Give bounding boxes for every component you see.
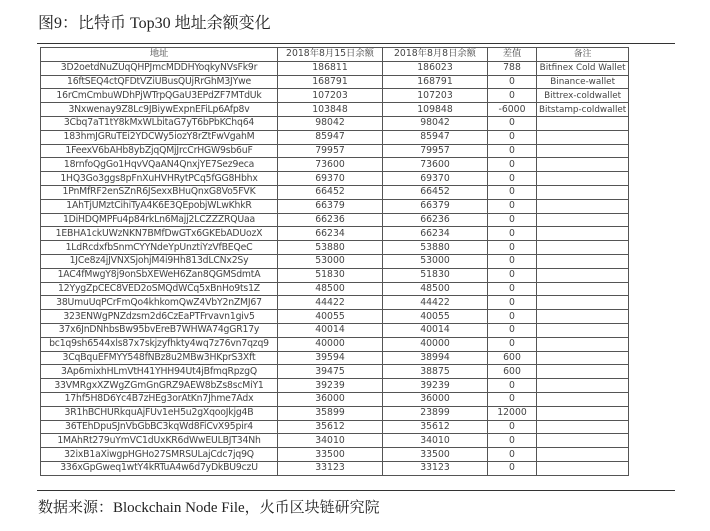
cell-balance-aug8: 66234 [383,227,488,241]
cell-difference: 0 [488,158,537,172]
bottom-divider [37,490,675,491]
cell-address: 3Ap6mixhHLmVtH41YHH94Ut4jBfmqRpzgQ [41,365,278,379]
table-row [41,213,629,227]
cell-balance-aug8: 186023 [383,61,488,75]
cell-remark [537,420,629,434]
table-row [41,392,629,406]
cell-remark [537,116,629,130]
cell-address: 37x6JnDNhbsBw95bvEreB7WHWA74gGR17y [41,323,278,337]
table-row [41,351,629,365]
cell-difference: 600 [488,351,537,365]
table-row [41,337,629,351]
cell-address: 323ENWgPNZdzsm2d6CzEaPTFrvavn1giv5 [41,310,278,324]
cell-address: 1LdRcdxfbSnmCYYNdeYpUnztiYzVfBEQeC [41,241,278,255]
cell-difference: 788 [488,61,537,75]
table-row [41,61,629,75]
cell-difference: 0 [488,448,537,462]
cell-address: 36TEhDpuSJnVbGbBC3kqWd8FiCvX95pir4 [41,420,278,434]
cell-balance-aug15: 73600 [278,158,383,172]
cell-balance-aug15: 66452 [278,185,383,199]
cell-balance-aug15: 98042 [278,116,383,130]
cell-balance-aug8: 35612 [383,420,488,434]
cell-balance-aug15: 33500 [278,448,383,462]
cell-difference: 0 [488,268,537,282]
cell-balance-aug8: 53000 [383,254,488,268]
cell-remark [537,130,629,144]
cell-remark [537,323,629,337]
cell-address: 1PnMfRF2enSZnR6JSexxBHuQnxG8Vo5FVK [41,185,278,199]
address-balance-table [40,47,629,476]
cell-address: 16rCmCmbuWDhPjWTrpQGaU3EPdZF7MTdUk [41,89,278,103]
cell-address: 18rnfoQgGo1HqvVQaAN4QnxjYE7Sez9eca [41,158,278,172]
cell-address: 1DiHDQMPFu4p84rkLn6Majj2LCZZZRQUaa [41,213,278,227]
cell-difference: 0 [488,420,537,434]
table-row [41,296,629,310]
cell-difference: 0 [488,434,537,448]
cell-balance-aug15: 66234 [278,227,383,241]
table-row [41,75,629,89]
cell-difference: 0 [488,310,537,324]
cell-balance-aug8: 38875 [383,365,488,379]
cell-balance-aug15: 85947 [278,130,383,144]
table-row [41,103,629,117]
cell-difference: 0 [488,75,537,89]
cell-balance-aug15: 51830 [278,268,383,282]
cell-balance-aug15: 168791 [278,75,383,89]
cell-balance-aug15: 36000 [278,392,383,406]
cell-balance-aug8: 40055 [383,310,488,324]
cell-difference: 0 [488,144,537,158]
cell-address: 1MAhRt279uYmVC1dUxKR6dWwEULBJT34Nh [41,434,278,448]
cell-balance-aug8: 44422 [383,296,488,310]
table-body [41,61,629,475]
cell-balance-aug8: 66236 [383,213,488,227]
cell-balance-aug8: 66452 [383,185,488,199]
cell-balance-aug8: 53880 [383,241,488,255]
cell-remark [537,406,629,420]
cell-balance-aug8: 107203 [383,89,488,103]
cell-balance-aug15: 66379 [278,199,383,213]
cell-address: 3Nxwenay9Z8Lc9JBiywExpnEFiLp6Afp8v [41,103,278,117]
cell-remark [537,213,629,227]
cell-balance-aug15: 53880 [278,241,383,255]
cell-remark [537,392,629,406]
cell-remark [537,448,629,462]
cell-balance-aug15: 53000 [278,254,383,268]
table-row [41,365,629,379]
cell-balance-aug8: 66379 [383,199,488,213]
cell-address: 1JCe8z4jJVNXSjohjM4i9Hh813dLCNx2Sy [41,254,278,268]
table-row [41,461,629,475]
cell-address: 1AC4fMwgY8j9onSbXEWeH6Zan8QGMSdmtA [41,268,278,282]
table-row [41,158,629,172]
cell-address: 1AhTjUMztCihiTyA4K6E3QEpobjWLwKhkR [41,199,278,213]
table-row [41,420,629,434]
cell-balance-aug8: 109848 [383,103,488,117]
cell-address: 3Cbq7aT1tY8kMxWLbitaG7yT6bPbKChq64 [41,116,278,130]
cell-balance-aug8: 48500 [383,282,488,296]
cell-remark [537,461,629,475]
cell-balance-aug8: 51830 [383,268,488,282]
source-note: 数据来源：Blockchain Node File，火币区块链研究院 [38,500,380,516]
table-row [41,282,629,296]
cell-balance-aug15: 40000 [278,337,383,351]
table-row [41,199,629,213]
cell-difference: 600 [488,365,537,379]
cell-remark: Bitstamp-coldwallet [537,103,629,117]
cell-balance-aug8: 69370 [383,172,488,186]
cell-balance-aug15: 33123 [278,461,383,475]
cell-balance-aug8: 40000 [383,337,488,351]
cell-difference: 0 [488,172,537,186]
cell-remark [537,337,629,351]
cell-balance-aug15: 48500 [278,282,383,296]
cell-balance-aug8: 98042 [383,116,488,130]
cell-balance-aug15: 44422 [278,296,383,310]
header-remark: 备注 [537,48,629,62]
header-balance-aug15: 2018年8月15日余额 [278,48,383,62]
cell-remark [537,185,629,199]
table-row [41,227,629,241]
cell-address: 16ftSEQ4ctQFDtVZiUBusQUjRrGhM3JYwe [41,75,278,89]
cell-difference: 0 [488,185,537,199]
cell-address: 33VMRgxXZWgZGmGnGRZ9AEW8bZs8scMiY1 [41,379,278,393]
cell-balance-aug8: 73600 [383,158,488,172]
cell-remark [537,351,629,365]
cell-difference: 0 [488,130,537,144]
cell-remark [537,241,629,255]
cell-address: 1EBHA1ckUWzNKN7BMfDwGTx6GKEbADUozX [41,227,278,241]
cell-address: 1FeexV6bAHb8ybZjqQMjJrcCrHGW9sb6uF [41,144,278,158]
table-row [41,448,629,462]
cell-difference: 0 [488,227,537,241]
cell-address: 3D2oetdNuZUqQHPJmcMDDHYoqkyNVsFk9r [41,61,278,75]
table-row [41,406,629,420]
cell-remark [537,199,629,213]
header-difference: 差值 [488,48,537,62]
cell-balance-aug8: 36000 [383,392,488,406]
table-row [41,89,629,103]
cell-remark [537,365,629,379]
cell-address: 32ixB1aXiwgpHGHo27SMRSULajCdc7jq9Q [41,448,278,462]
cell-difference: 0 [488,296,537,310]
table-row [41,310,629,324]
cell-remark [537,310,629,324]
cell-remark: Bitfinex Cold Wallet [537,61,629,75]
table-row [41,144,629,158]
cell-balance-aug8: 40014 [383,323,488,337]
cell-address: bc1q9sh6544xls87x7skjzyfhkty4wq7z76vn7qzq9 [41,337,278,351]
cell-address: 336xGpGweq1wtY4kRTuA4w6d7yDkBU9czU [41,461,278,475]
cell-remark [537,434,629,448]
cell-balance-aug8: 34010 [383,434,488,448]
cell-address: 12YygZpCEC8VED2oSMQdWCq5xBnHo9ts1Z [41,282,278,296]
cell-address: 1HQ3Go3ggs8pFnXuHVHRytPCq5fGG8Hbhx [41,172,278,186]
table-header-row [41,48,629,62]
cell-remark: Bittrex-coldwallet [537,89,629,103]
cell-remark [537,254,629,268]
cell-balance-aug8: 168791 [383,75,488,89]
cell-difference: 0 [488,89,537,103]
cell-balance-aug15: 34010 [278,434,383,448]
cell-difference: 0 [488,282,537,296]
cell-difference: -6000 [488,103,537,117]
table-row [41,241,629,255]
cell-difference: 0 [488,241,537,255]
cell-remark [537,227,629,241]
cell-difference: 0 [488,254,537,268]
cell-remark [537,296,629,310]
cell-difference: 0 [488,323,537,337]
cell-remark [537,268,629,282]
table-row [41,434,629,448]
table-row [41,116,629,130]
figure-title: 图9：比特币 Top30 地址余额变化 [38,15,271,32]
table-row [41,379,629,393]
cell-difference: 12000 [488,406,537,420]
cell-balance-aug15: 186811 [278,61,383,75]
cell-remark [537,379,629,393]
table-row [41,254,629,268]
cell-remark [537,172,629,186]
table-row [41,130,629,144]
cell-balance-aug15: 79957 [278,144,383,158]
cell-remark: Binance-wallet [537,75,629,89]
cell-balance-aug15: 66236 [278,213,383,227]
cell-difference: 0 [488,199,537,213]
cell-balance-aug8: 38994 [383,351,488,365]
table-row [41,323,629,337]
cell-address: 17hf5H8D6Yc4B7zHEg3orAtKn7Jhme7Adx [41,392,278,406]
cell-address: 3R1hBCHURkquAjFUv1eH5u2gXqooJkjg4B [41,406,278,420]
cell-remark [537,282,629,296]
table-row [41,185,629,199]
cell-balance-aug15: 39594 [278,351,383,365]
table-row [41,172,629,186]
cell-balance-aug15: 35612 [278,420,383,434]
cell-balance-aug15: 69370 [278,172,383,186]
cell-address: 3CqBquEFMYY548fNBz8u2MBw3HKprS3Xft [41,351,278,365]
cell-remark [537,144,629,158]
cell-balance-aug8: 85947 [383,130,488,144]
cell-balance-aug15: 35899 [278,406,383,420]
cell-address: 38UmuUqPCrFmQo4khkomQwZ4VbY2nZMJ67 [41,296,278,310]
cell-difference: 0 [488,116,537,130]
cell-balance-aug8: 79957 [383,144,488,158]
cell-balance-aug15: 103848 [278,103,383,117]
cell-difference: 0 [488,213,537,227]
cell-balance-aug15: 107203 [278,89,383,103]
top-divider [37,43,675,44]
table-row [41,268,629,282]
cell-address: 183hmJGRuTEi2YDCWy5iozY8rZtFwVgahM [41,130,278,144]
cell-balance-aug15: 40014 [278,323,383,337]
cell-balance-aug8: 33500 [383,448,488,462]
cell-balance-aug8: 33123 [383,461,488,475]
cell-remark [537,158,629,172]
cell-difference: 0 [488,379,537,393]
cell-balance-aug15: 39475 [278,365,383,379]
cell-balance-aug15: 40055 [278,310,383,324]
cell-balance-aug8: 23899 [383,406,488,420]
header-balance-aug8: 2018年8月8日余额 [383,48,488,62]
cell-balance-aug15: 39239 [278,379,383,393]
cell-difference: 0 [488,461,537,475]
cell-balance-aug8: 39239 [383,379,488,393]
cell-difference: 0 [488,337,537,351]
header-address: 地址 [41,48,278,62]
cell-difference: 0 [488,392,537,406]
